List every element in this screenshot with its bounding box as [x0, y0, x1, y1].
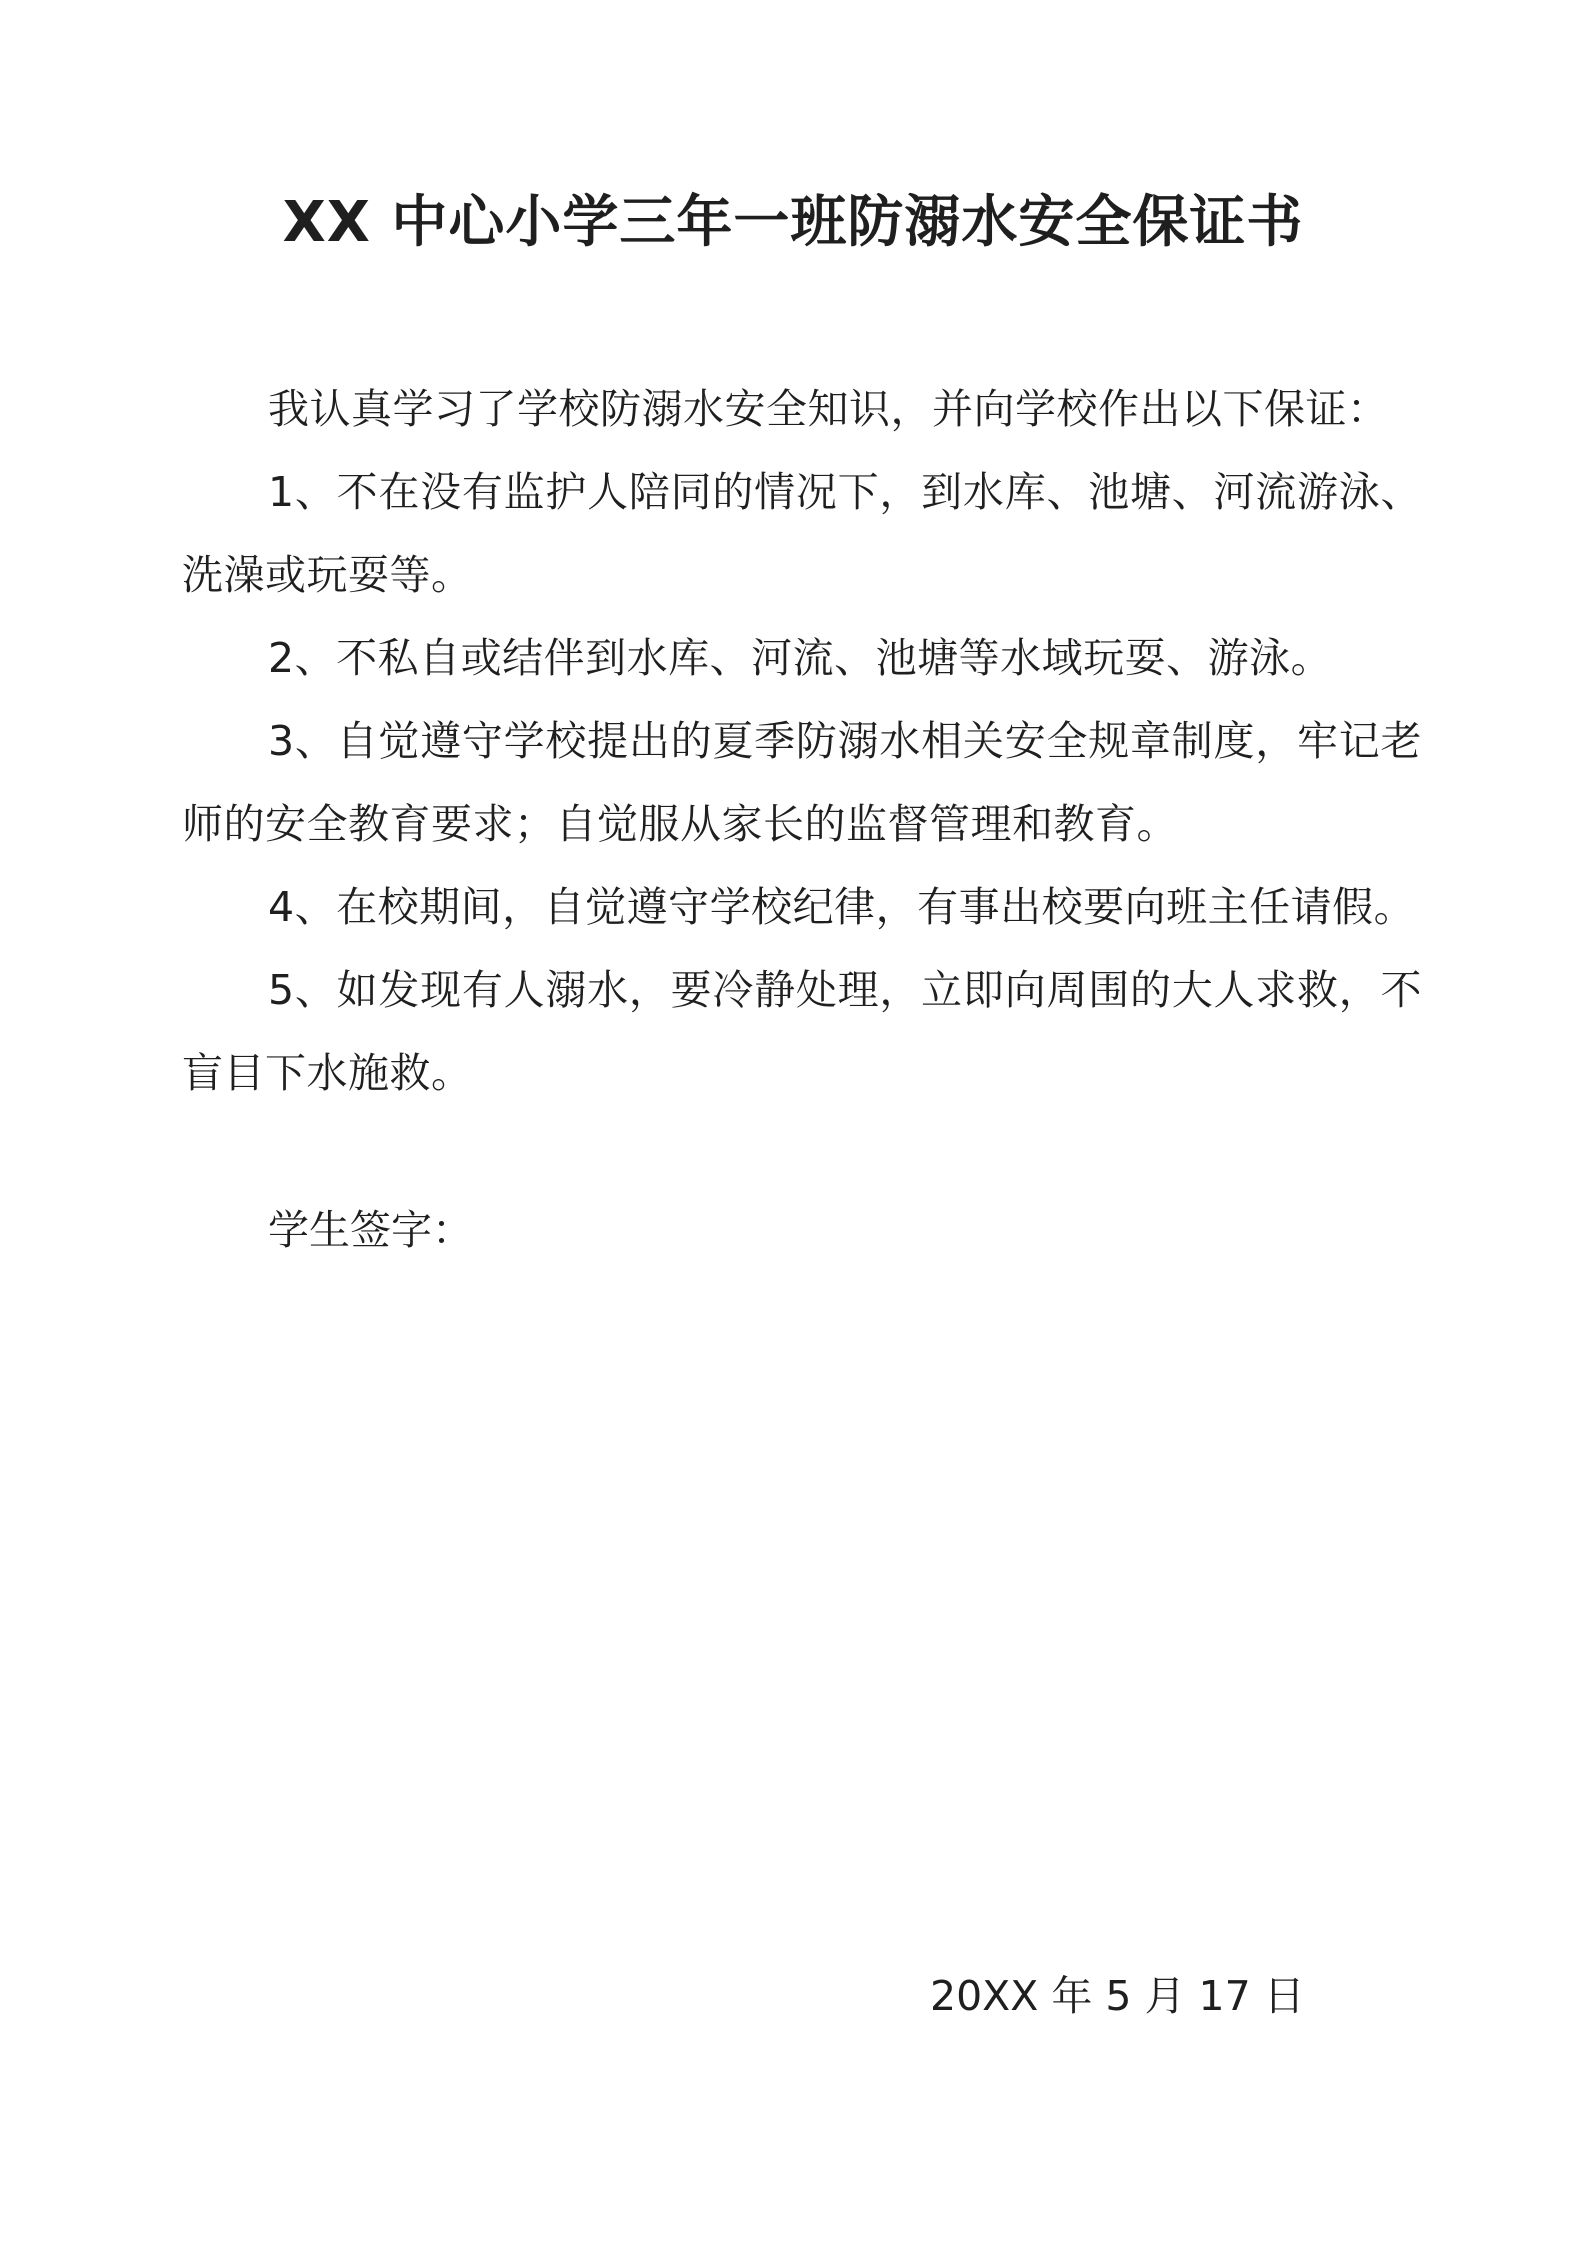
document-body: [182, 368, 1422, 1115]
document-title: XX 中心小学三年一班防溺水安全保证书: [282, 190, 1304, 255]
pledge-item-1: 1、不在没有监护人陪同的情况下，到水库、池塘、河流游泳、洗澡或玩耍等。: [182, 468, 1422, 599]
pledge-item-2: 2、不私自或结伴到水库、河流、池塘等水域玩耍、游泳。: [268, 634, 1333, 682]
pledge-item-5: 5、如发现有人溺水，要冷静处理，立即向周围的大人求救，不盲目下水施救。: [182, 966, 1422, 1097]
signature-label: 学生签字：: [268, 1206, 473, 1254]
intro-paragraph: 我认真学习了学校防溺水安全知识，并向学校作出以下保证：: [268, 385, 1389, 433]
pledge-item-3: 3、自觉遵守学校提出的夏季防溺水相关安全规章制度，牢记老师的安全教育要求；自觉服从家长的监督管理和教育。: [182, 717, 1422, 848]
pledge-item-4: 4、在校期间，自觉遵守学校纪律，有事出校要向班主任请假。: [268, 883, 1416, 931]
document-date: 20XX 年 5 月 17 日: [930, 1972, 1305, 2020]
